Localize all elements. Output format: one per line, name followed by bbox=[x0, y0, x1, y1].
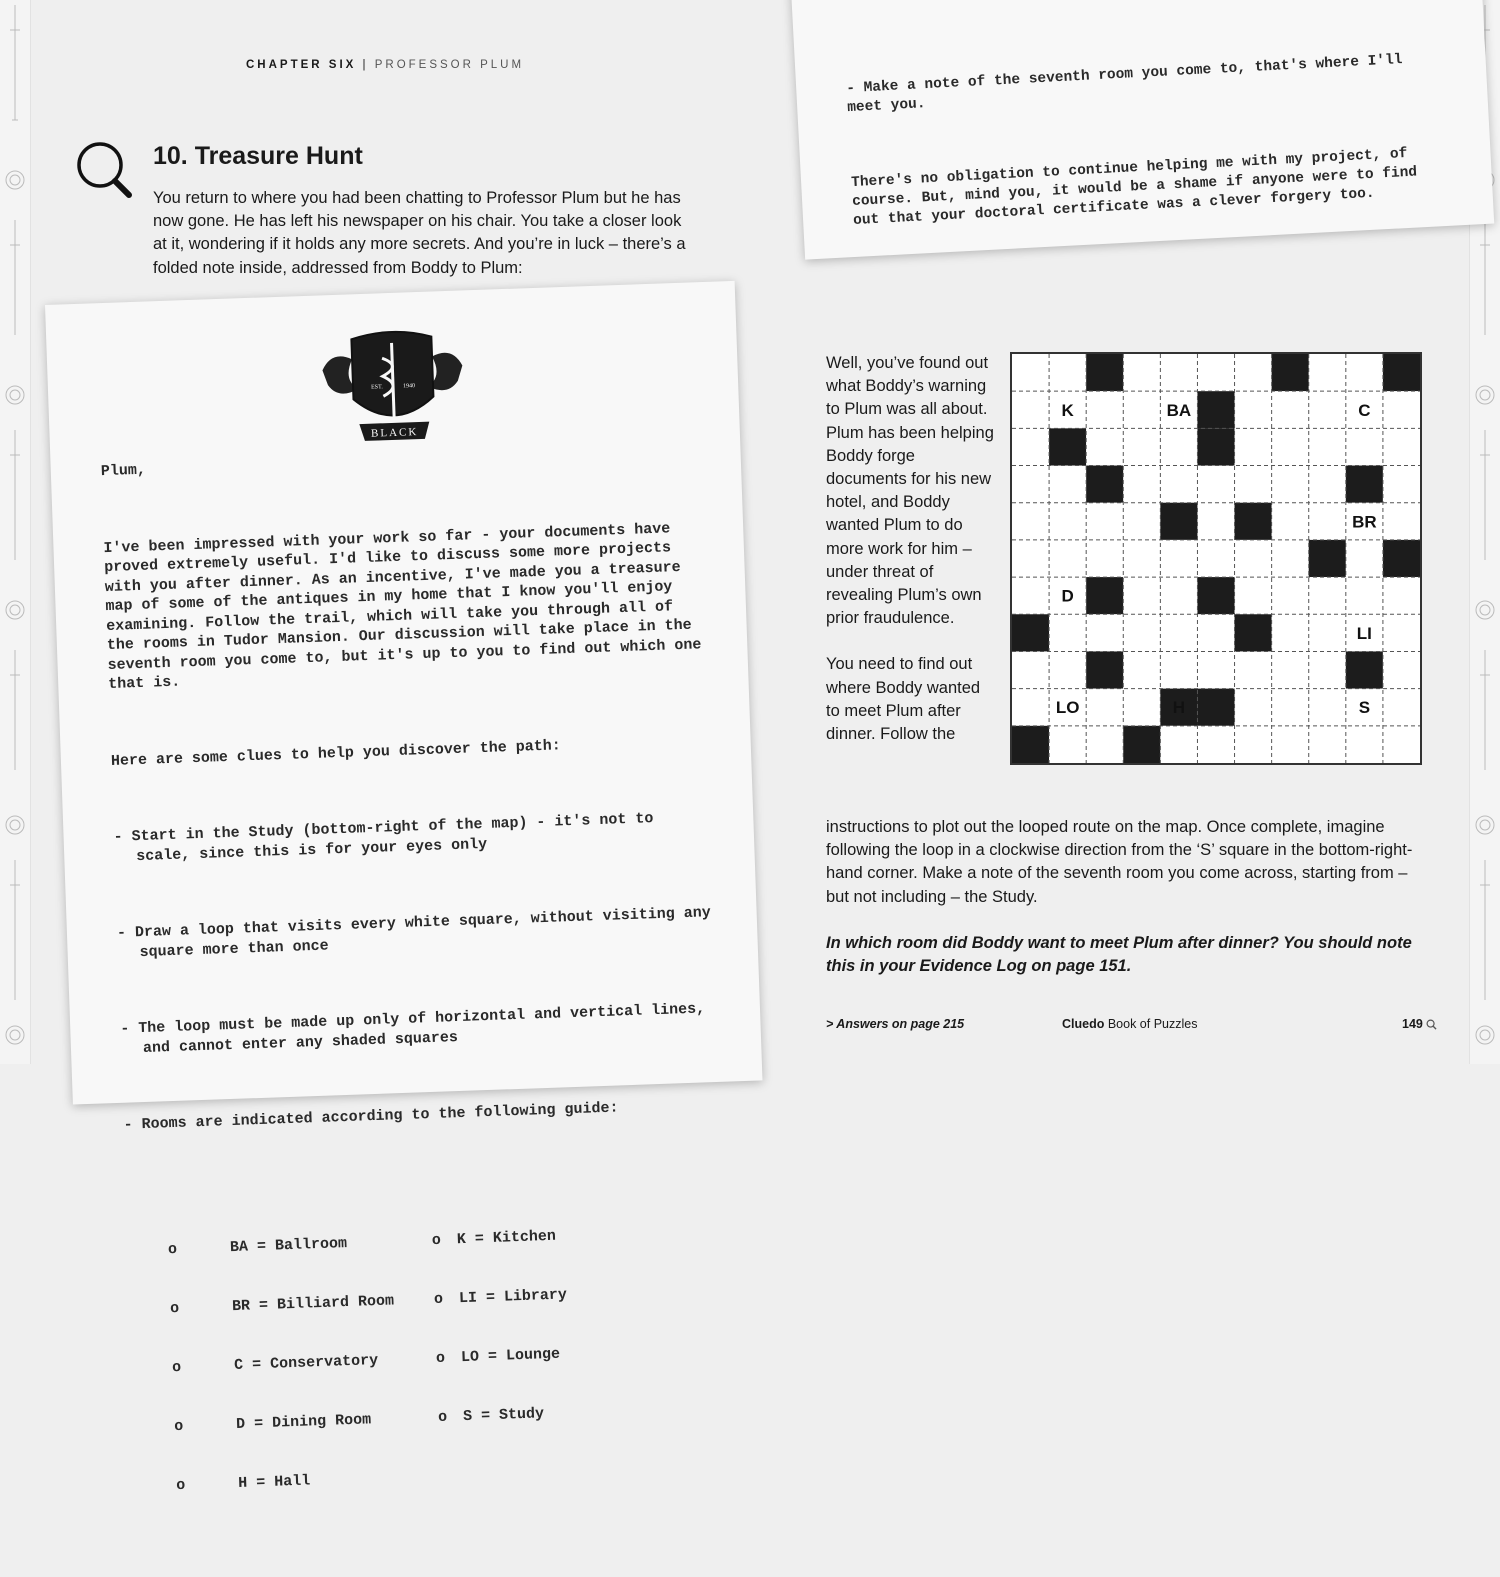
grid-cell[interactable] bbox=[1086, 614, 1123, 651]
grid-cell[interactable] bbox=[1012, 466, 1049, 503]
grid-cell[interactable] bbox=[1012, 577, 1049, 614]
grid-cell[interactable] bbox=[1272, 577, 1309, 614]
grid-cell-shaded bbox=[1049, 428, 1086, 465]
grid-cell[interactable] bbox=[1197, 466, 1234, 503]
grid-cell[interactable] bbox=[1272, 651, 1309, 688]
grid-cell-shaded bbox=[1235, 614, 1272, 651]
grid-cell-shaded bbox=[1197, 428, 1234, 465]
grid-cell[interactable] bbox=[1049, 466, 1086, 503]
grid-cell-shaded bbox=[1272, 354, 1309, 391]
crest-text: BLACK bbox=[370, 426, 419, 440]
grid-cell[interactable] bbox=[1197, 503, 1234, 540]
grid-cell[interactable] bbox=[1160, 726, 1197, 763]
grid-room-label: LO bbox=[1055, 698, 1080, 718]
grid-cell[interactable] bbox=[1309, 651, 1346, 688]
room-lo: LO = Lounge bbox=[460, 1345, 561, 1366]
grid-cell[interactable] bbox=[1086, 726, 1123, 763]
book-title bbox=[1062, 1017, 1197, 1031]
grid-cell[interactable] bbox=[1012, 651, 1049, 688]
grid-cell[interactable] bbox=[1383, 466, 1420, 503]
grid-cell[interactable] bbox=[1309, 466, 1346, 503]
grid-cell[interactable] bbox=[1197, 651, 1234, 688]
grid-cell-shaded bbox=[1086, 466, 1123, 503]
room-br: BR = Billiard Room bbox=[231, 1291, 395, 1315]
grid-cell[interactable] bbox=[1309, 689, 1346, 726]
grid-cell[interactable] bbox=[1123, 428, 1160, 465]
room-d: D = Dining Room bbox=[235, 1410, 372, 1433]
letter-salutation: Plum, bbox=[100, 461, 147, 481]
grid-room-label: C bbox=[1358, 400, 1371, 420]
grid-cell-shaded bbox=[1086, 577, 1123, 614]
grid-cell[interactable] bbox=[1383, 428, 1420, 465]
grid-cell-shaded bbox=[1012, 726, 1049, 763]
answers-reference: > Answers on page 215 bbox=[826, 1017, 965, 1031]
grid-room-label: D bbox=[1061, 586, 1074, 606]
story-part2b: instructions to plot out the looped route on the map. Once complete, imagine following the loop in a clockwise direction from the ‘S’ square in the bottom-right-hand corner. Make a note of the seventh room you come across, starting from – but not including – the Study. bbox=[826, 818, 1413, 906]
grid-cell[interactable] bbox=[1160, 614, 1197, 651]
grid-cell[interactable] bbox=[1197, 354, 1234, 391]
grid-cell[interactable] bbox=[1383, 614, 1420, 651]
crest-est: EST. bbox=[370, 384, 383, 391]
chapter-label: CHAPTER SIX bbox=[246, 59, 357, 71]
grid-cell[interactable] bbox=[1309, 503, 1346, 540]
grid-cell[interactable] bbox=[1012, 428, 1049, 465]
grid-cell[interactable] bbox=[1049, 614, 1086, 651]
grid-cell[interactable] bbox=[1235, 428, 1272, 465]
letter-para1: I've been impressed with your work so far - your documents have proved extremely useful. I'd like to discuss some more projects with you after dinner. As an incentive, I've made you a treasure map of some of the antiques in my home that I know you'll enjoy examining. Follow the trail, which will take you through all of the rooms in Tudor Mansion. Our discussion will take place in the seventh room you come to, but it's up to you to find out which one that is. bbox=[103, 519, 711, 694]
grid-cell[interactable] bbox=[1309, 614, 1346, 651]
grid-cell[interactable] bbox=[1123, 466, 1160, 503]
brand-name: Cluedo bbox=[1062, 1017, 1105, 1031]
grid-cell-shaded bbox=[1197, 391, 1234, 428]
grid-cell[interactable] bbox=[1272, 428, 1309, 465]
grid-cell[interactable] bbox=[1049, 540, 1086, 577]
grid-cell[interactable] bbox=[1235, 466, 1272, 503]
crest-year: 1940 bbox=[402, 383, 416, 390]
grid-cell[interactable] bbox=[1383, 577, 1420, 614]
room-h: H = Hall bbox=[237, 1471, 311, 1492]
grid-cell[interactable] bbox=[1235, 689, 1272, 726]
note-paper bbox=[790, 0, 1494, 260]
section-label: PROFESSOR PLUM bbox=[374, 59, 525, 71]
grid-cell-shaded bbox=[1197, 689, 1234, 726]
room-ba: BA = Ballroom bbox=[229, 1234, 348, 1256]
grid-cell[interactable] bbox=[1012, 689, 1049, 726]
grid-cell[interactable] bbox=[1197, 540, 1234, 577]
grid-cell[interactable] bbox=[1160, 354, 1197, 391]
grid-cell[interactable] bbox=[1235, 540, 1272, 577]
grid-cell[interactable] bbox=[1123, 651, 1160, 688]
page-number: 149 bbox=[1402, 1017, 1437, 1031]
room-legend-right: o K = Kitchen o LI = Library o LO = Lounge o S = Study bbox=[431, 1227, 568, 1426]
grid-cell[interactable] bbox=[1123, 391, 1160, 428]
grid-cell[interactable] bbox=[1012, 503, 1049, 540]
grid-cell-shaded bbox=[1197, 577, 1234, 614]
grid-cell[interactable] bbox=[1197, 614, 1234, 651]
grid-cell-shaded bbox=[1383, 354, 1420, 391]
grid-cell[interactable] bbox=[1309, 354, 1346, 391]
grid-cell[interactable] bbox=[1272, 614, 1309, 651]
story-text-1 bbox=[826, 352, 996, 746]
letter-para2: Here are some clues to help you discover the path: bbox=[110, 736, 562, 770]
note-para1: - Make a note of the seventh room you come to, that's where I'll meet you. bbox=[845, 51, 1412, 117]
grid-cell[interactable] bbox=[1049, 503, 1086, 540]
grid-cell[interactable] bbox=[1346, 428, 1383, 465]
grid-cell[interactable] bbox=[1346, 726, 1383, 763]
grid-cell[interactable] bbox=[1272, 689, 1309, 726]
grid-cell[interactable] bbox=[1123, 354, 1160, 391]
grid-cell[interactable] bbox=[1383, 651, 1420, 688]
clue-2: - Draw a loop that visits every white square, without visiting any square more than once bbox=[116, 903, 721, 961]
grid-cell-shaded bbox=[1012, 614, 1049, 651]
room-k: K = Kitchen bbox=[456, 1227, 557, 1248]
room-legend-left: o BA = Ballroom o BR = Billiard Room o C = Conservatory o D = Dining Room o H = Hall bbox=[167, 1234, 395, 1494]
grid-cell[interactable] bbox=[1272, 466, 1309, 503]
grid-cell-shaded bbox=[1160, 503, 1197, 540]
grid-cell[interactable] bbox=[1123, 503, 1160, 540]
grid-cell[interactable] bbox=[1086, 391, 1123, 428]
grid-cell[interactable] bbox=[1346, 577, 1383, 614]
grid-cell[interactable] bbox=[1235, 726, 1272, 763]
note-para2: There's no obligation to continue helping me with my project, of course. But, mind you, it would be a shame if anyone were to find out that your doctoral certificate was a clever forgery too. bbox=[850, 145, 1427, 230]
clue-4: - Rooms are indicated according to the following guide: bbox=[123, 1099, 619, 1134]
story-part2a: You need to find out where Boddy wanted to meet Plum after dinner. Follow the bbox=[826, 655, 981, 744]
magnifying-glass-icon bbox=[1426, 1019, 1437, 1030]
clue-3: - The loop must be made up only of horizontal and vertical lines, and cannot enter any shaded squares bbox=[120, 1000, 715, 1057]
grid-cell[interactable] bbox=[1160, 540, 1197, 577]
grid-cell[interactable] bbox=[1272, 503, 1309, 540]
grid-cell[interactable] bbox=[1049, 651, 1086, 688]
grid-cell[interactable] bbox=[1272, 540, 1309, 577]
chapter-heading: CHAPTER SIX | PROFESSOR PLUM bbox=[246, 59, 525, 71]
grid-cell[interactable] bbox=[1309, 577, 1346, 614]
grid-cell[interactable] bbox=[1235, 354, 1272, 391]
grid-cell[interactable] bbox=[1309, 428, 1346, 465]
grid-cell-shaded bbox=[1086, 354, 1123, 391]
grid-cell[interactable] bbox=[1012, 540, 1049, 577]
grid-cell-shaded bbox=[1346, 466, 1383, 503]
grid-cell[interactable] bbox=[1383, 503, 1420, 540]
room-li: LI = Library bbox=[458, 1285, 568, 1307]
grid-room-label: S bbox=[1358, 698, 1371, 718]
grid-cell[interactable] bbox=[1346, 354, 1383, 391]
grid-cell[interactable] bbox=[1123, 614, 1160, 651]
grid-cell[interactable] bbox=[1049, 354, 1086, 391]
book-name: Book of Puzzles bbox=[1107, 1017, 1198, 1031]
grid-cell[interactable] bbox=[1383, 689, 1420, 726]
grid-cell[interactable] bbox=[1086, 428, 1123, 465]
grid-cell[interactable] bbox=[1123, 577, 1160, 614]
room-legend bbox=[166, 1181, 737, 1534]
grid-cell[interactable] bbox=[1123, 689, 1160, 726]
grid-cell[interactable] bbox=[1160, 651, 1197, 688]
letter-body bbox=[99, 402, 739, 1575]
grid-cell[interactable] bbox=[1123, 540, 1160, 577]
magnifying-glass-icon bbox=[74, 140, 134, 200]
letter-paper bbox=[45, 281, 762, 1494]
grid-cell[interactable] bbox=[1383, 391, 1420, 428]
grid-cell-shaded bbox=[1346, 651, 1383, 688]
story-part1: Well, you’ve found out what Boddy’s warning to Plum was all about. Plum has been helping Boddy forge documents for his new hotel, and Boddy wanted Plum to do more work for him – under threat of revealing Plum’s own prior fraudulence. bbox=[826, 354, 994, 628]
grid-cell[interactable] bbox=[1272, 391, 1309, 428]
grid-cell[interactable] bbox=[1160, 577, 1197, 614]
grid-cell[interactable] bbox=[1272, 726, 1309, 763]
grid-cell[interactable] bbox=[1309, 726, 1346, 763]
grid-cell[interactable] bbox=[1235, 651, 1272, 688]
grid-cell[interactable] bbox=[1235, 577, 1272, 614]
grid-cell-shaded bbox=[1383, 540, 1420, 577]
clue-1: - Start in the Study (bottom-right of the map) - it's not to scale, since this is for your eyes only bbox=[113, 809, 663, 865]
puzzle-question: In which room did Boddy want to meet Plum after dinner? You should note this in your Evidence Log on page 151. bbox=[826, 934, 1412, 976]
grid-cell[interactable] bbox=[1160, 428, 1197, 465]
grid-cell-shaded bbox=[1309, 540, 1346, 577]
grid-cell[interactable] bbox=[1309, 391, 1346, 428]
grid-cell[interactable] bbox=[1086, 689, 1123, 726]
puzzle-grid[interactable] bbox=[1010, 352, 1422, 765]
decorative-border-left bbox=[0, 0, 31, 1064]
room-s: S = Study bbox=[462, 1404, 545, 1425]
grid-cell[interactable] bbox=[1160, 466, 1197, 503]
grid-cell[interactable] bbox=[1012, 354, 1049, 391]
grid-cell[interactable] bbox=[1086, 503, 1123, 540]
grid-cell-shaded bbox=[1123, 726, 1160, 763]
grid-room-label: LI bbox=[1356, 623, 1372, 643]
grid-cell[interactable] bbox=[1346, 540, 1383, 577]
grid-cell[interactable] bbox=[1049, 726, 1086, 763]
note-body bbox=[844, 11, 1456, 287]
grid-cell-shaded bbox=[1086, 651, 1123, 688]
grid-cell[interactable] bbox=[1383, 726, 1420, 763]
grid-cell[interactable] bbox=[1086, 540, 1123, 577]
puzzle-title: 10. Treasure Hunt bbox=[153, 142, 363, 170]
grid-cell-shaded bbox=[1235, 503, 1272, 540]
grid-room-label: K bbox=[1061, 400, 1074, 420]
grid-room-label: H bbox=[1172, 698, 1186, 718]
grid-room-label: BR bbox=[1352, 512, 1377, 532]
grid-cell[interactable] bbox=[1235, 391, 1272, 428]
room-c: C = Conservatory bbox=[233, 1351, 379, 1374]
grid-room-label: BA bbox=[1166, 400, 1192, 420]
grid-cell[interactable] bbox=[1197, 726, 1234, 763]
grid-cell[interactable] bbox=[1012, 391, 1049, 428]
puzzle-intro: You return to where you had been chatting to Professor Plum but he has now gone. He has left his newspaper on his chair. You take a closer look at it, wondering if it holds any more secrets. And you’re in luck – there’s a folded note inside, addressed from Boddy to Plum: bbox=[153, 189, 686, 277]
